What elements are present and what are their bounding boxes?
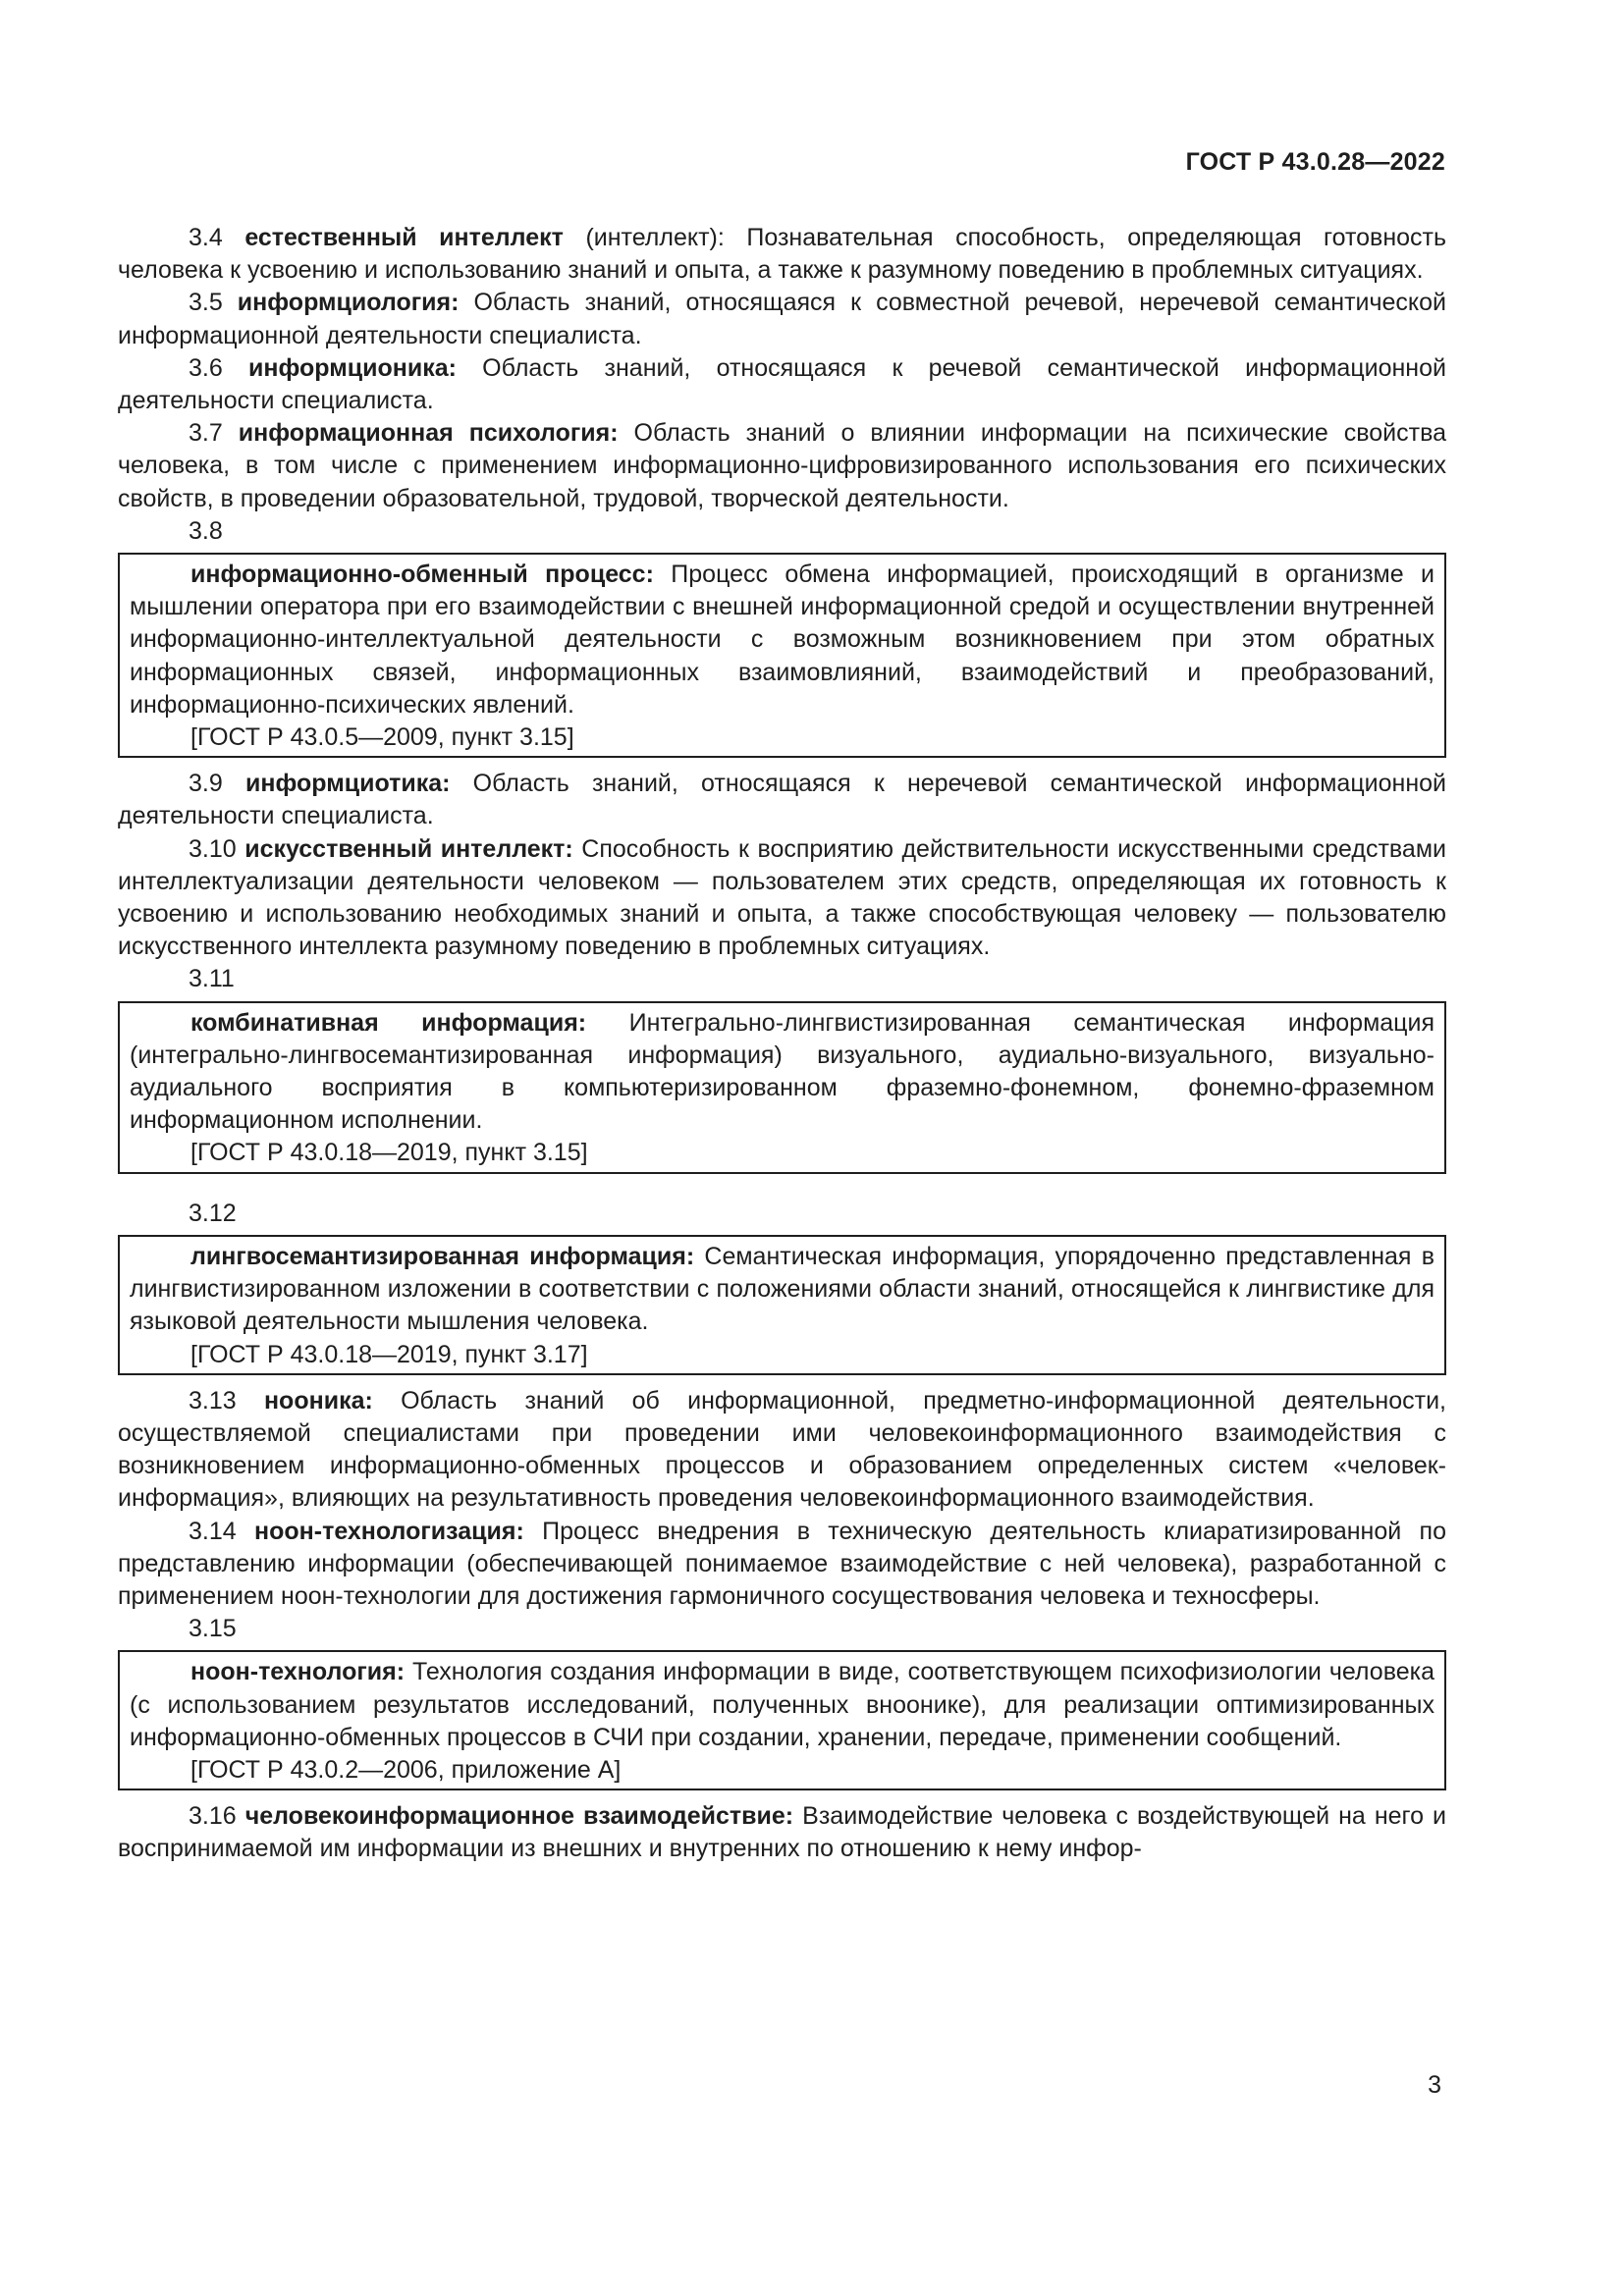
term-source: [ГОСТ Р 43.0.18—2019, пункт 3.17] (190, 1340, 588, 1368)
term-entry-3-8 (130, 559, 1435, 721)
term-number-3-8: 3.8 (189, 516, 223, 545)
term-entry-3-11 (130, 1007, 1435, 1138)
term-number: 3.10 (189, 834, 237, 863)
term-entry-3-9 (118, 768, 1446, 832)
term-number-3-15: 3.15 (189, 1615, 237, 1643)
term-definition: Семантическая информация, упорядоченно представленная в лингвистизированном изложении в соответствии с положениями области знаний, относящейся к лингвистике для языковой деятельности мышления человека. (130, 1242, 1435, 1336)
term-number: 3.14 (189, 1517, 237, 1545)
spacer (118, 1184, 1446, 1198)
term-source: [ГОСТ Р 43.0.5—2009, пункт 3.15] (190, 723, 574, 752)
term-entry-3-4 (118, 222, 1446, 287)
quoted-term-box-3-11 (118, 1001, 1446, 1174)
term-definition: Технология создания информации в виде, соответствующем психофизиологии человека (с использованием результатов исследований, полученных вноонике), для реализации оптимизированных информационно-обменных процессов в СЧИ при создании, хранении, передаче, применении сообщений. (130, 1658, 1435, 1751)
quoted-term-box-3-15 (118, 1650, 1446, 1790)
term-definition: Область знаний, относящаяся к неречевой семантической информационной деятельности специалиста. (118, 770, 1447, 830)
term-number-3-11: 3.11 (189, 965, 235, 993)
term-name: информциология: (237, 289, 460, 317)
term-name: информационно-обменный процесс: (190, 561, 654, 589)
quoted-term-box-3-8 (118, 553, 1446, 758)
term-entry-3-7 (118, 417, 1446, 515)
term-name: лингвосемантизированная информация: (190, 1242, 695, 1270)
term-entry-3-15 (130, 1656, 1435, 1754)
term-name: искусственный интеллект: (244, 834, 573, 863)
term-definition: Область знаний о влиянии информации на психические свойства человека, в том числе с применением информационно-цифровизированного использования его психических свойств, в проведении образовательной, трудовой, творческой деятельности. (118, 419, 1446, 512)
term-name: информциотика: (244, 770, 451, 798)
term-definition: Взаимодействие человека с воздействующей на него и воспринимаемой им информации из внешних и внутренних по отношению к нему инфор- (118, 1802, 1446, 1863)
term-name: информационная психология: (238, 419, 619, 448)
term-name: комбинативная информация: (190, 1008, 587, 1037)
term-entry-3-13 (118, 1385, 1446, 1516)
term-definition: Область знаний об информационной, предметно-информационной деятельности, осуществляемой специалистами при проведении ими человекоинформационного взаимодействия с возникновением информационно-обменных процессов и образованием определенных систем «человек-информация», влияющих на результативность проведения человекоинформационного взаимодействия. (118, 1386, 1446, 1513)
term-definition: Процесс внедрения в техническую деятельность клиаратизированной по представлению информации (обеспечивающей понимаемое взаимодействие с ней человека), разработанной с применением ноон-технологии для достижения гармоничного сосуществования человека и техносферы. (118, 1517, 1446, 1610)
term-entry-3-5 (118, 287, 1446, 351)
term-entry-3-6 (118, 352, 1446, 417)
term-definition: Область знаний, относящаяся к речевой семантической информационной деятельности специалиста. (118, 353, 1446, 415)
term-name: информционика: (248, 353, 457, 382)
term-number: 3.5 (189, 289, 223, 317)
term-name: нооника: (263, 1386, 373, 1415)
term-entry-3-16 (118, 1800, 1446, 1865)
term-definition: (интеллект): Познавательная способность, определяющая готовность человека к усвоению и использованию знаний и опыта, а также к разумному поведению в проблемных ситуациях. (118, 224, 1447, 285)
term-definition: Интегрально-лингвистизированная семантическая информация (интегрально-лингвосемантизированная информация) визуального, аудиально-визуального, визуально-аудиального восприятия в компьютеризированном фраземно-фонемном, фонемно-фраземном информационном исполнении. (130, 1008, 1435, 1135)
term-entry-3-10 (118, 833, 1446, 964)
term-name: человекоинформационное взаимодействие: (244, 1802, 794, 1831)
term-number: 3.4 (189, 224, 223, 251)
term-name: естественный интеллект (244, 224, 564, 251)
term-entry-3-12 (130, 1241, 1435, 1339)
term-number: 3.13 (189, 1386, 237, 1415)
term-number: 3.9 (189, 770, 223, 798)
term-source: [ГОСТ Р 43.0.2—2006, приложение А] (190, 1755, 622, 1784)
term-entry-3-14 (118, 1516, 1446, 1614)
term-number: 3.6 (189, 353, 223, 382)
quoted-term-box-3-12 (118, 1235, 1446, 1375)
term-number-3-12: 3.12 (189, 1199, 237, 1227)
term-definition: Процесс обмена информацией, происходящий в организме и мышлении оператора при его взаимодействии с внешней информационной средой и осуществлении внутренней информационно-интеллектуальной деятельности с возможным возникновением при этом обратных информационных связей, информационных взаимовлияний, взаимодействий и преобразований, информационно-психических явлений. (130, 561, 1435, 719)
term-definition: Способность к восприятию действительности искусственными средствами интеллектуализации деятельности человеком — пользователем этих средств, определяющая их готовность к усвоению и использованию необходимых знаний и опыта, а также способствующая человеку — пользователю искусственного интеллекта разумному поведению в проблемных ситуациях. (118, 834, 1446, 961)
terms-section (118, 222, 1446, 1866)
page-number: 3 (1428, 2071, 1441, 2099)
document-header: ГОСТ Р 43.0.28—2022 (1185, 148, 1445, 176)
term-definition: Область знаний, относящаяся к совместной речевой, неречевой семантической информационной деятельности специалиста. (118, 289, 1446, 349)
term-number: 3.7 (189, 419, 223, 448)
term-name: ноон-технологизация: (254, 1517, 524, 1545)
term-source: [ГОСТ Р 43.0.18—2019, пункт 3.15] (190, 1139, 588, 1167)
term-number: 3.16 (189, 1802, 237, 1831)
term-name: ноон-технология: (190, 1658, 406, 1686)
